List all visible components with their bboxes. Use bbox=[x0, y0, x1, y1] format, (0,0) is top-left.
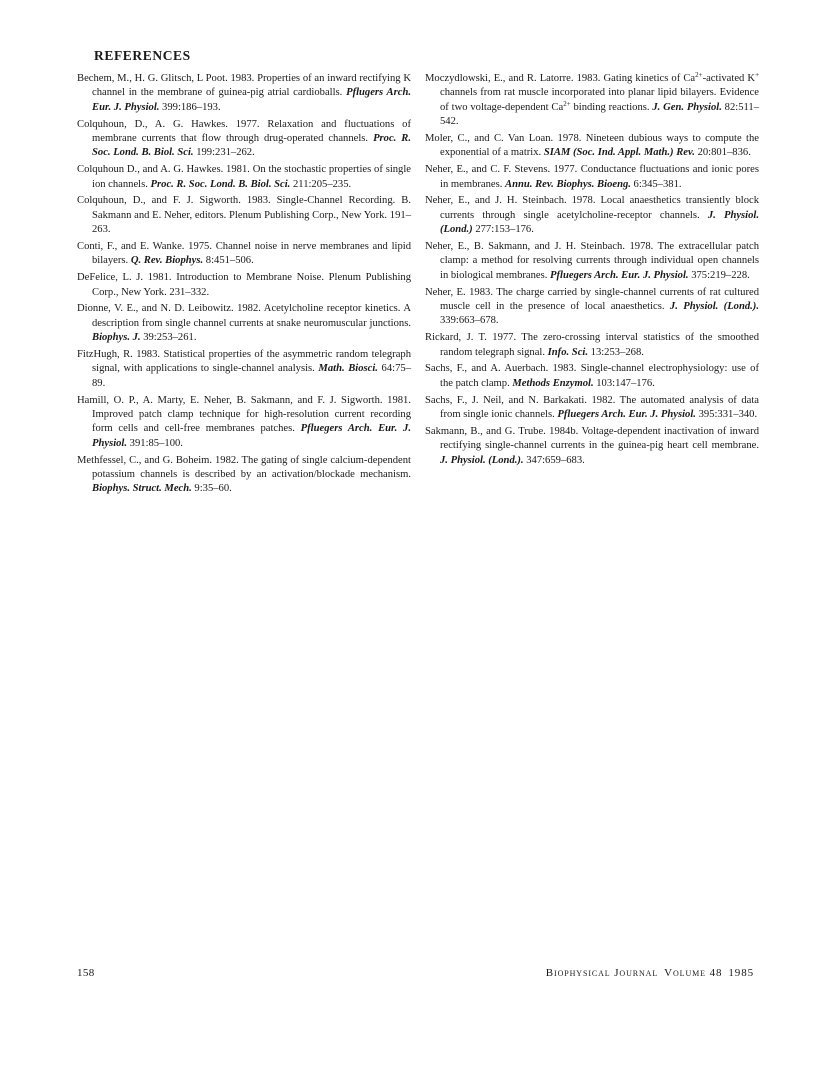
reference-entry: Colquhoun D., and A. G. Hawkes. 1981. On the stochastic properties of single ion channels. Proc. R. Soc. Lond. B. Biol. Sci. 211:205–235. bbox=[77, 164, 411, 190]
reference-entry: Colquhoun, D., A. G. Hawkes. 1977. Relaxation and fluctuations of membrane currents that flow through drug-operated channels. Proc. R. Soc. Lond. B. Biol. Sci. 199:231–262. bbox=[77, 118, 411, 159]
reference-entry: Conti, F., and E. Wanke. 1975. Channel noise in nerve membranes and lipid bilayers. Q. Rev. Biophys. 8:451–506. bbox=[77, 241, 411, 267]
reference-entry: Neher, E., B. Sakmann, and J. H. Steinbach. 1978. The extracellular patch clamp: a method for resolving currents through individual open channels in biological membranes. Pfluegers Arch. Eur. J. Physiol. 375:219–228. bbox=[425, 241, 759, 281]
journal-name: Biophysical Journal bbox=[545, 967, 659, 979]
reference-entry: Dionne, V. E., and N. D. Leibowitz. 1982. Acetylcholine receptor kinetics. A description from single channel currents at snake neuromuscular junctions. Biophys. J. 39:253–261. bbox=[77, 303, 411, 344]
reference-entry: Sakmann, B., and G. Trube. 1984b. Voltage-dependent inactivation of inward rectifying single-channel currents in the guinea-pig heart cell membrane. J. Physiol. (Lond.). 347:659–683. bbox=[425, 425, 759, 466]
reference-entry: Sachs, F., and A. Auerbach. 1983. Single-channel electrophysiology: use of the patch clamp. Methods Enzymol. 103:147–176. bbox=[425, 363, 759, 389]
reference-entry: Moczydlowski, E., and R. Latorre. 1983. Gating kinetics of $Ca^{2+}$-activated K+ channels from rat muscle incorporated into planar lipid bilayers. Evidence of two voltage-dependent $Ca^{2+}$ binding reactions. J. Gen. Physiol. 82:511–542. bbox=[425, 71, 760, 128]
reference-entry: Hamill, O. P., A. Marty, E. Neher, B. Sakmann, and F. J. Sigworth. 1981. Improved patch clamp technique for high-resolution current recording form cells and cell-free membranes patches. Pfluegers Arch. Eur. J. Physiol. 391:85–100. bbox=[77, 394, 411, 449]
references-column-right bbox=[425, 72, 759, 470]
reference-entry: Sachs, F., J. Neil, and N. Barkakati. 1982. The automated analysis of data from single ionic channels. Pfluegers Arch. Eur. J. Physiol. 395:331–340. bbox=[425, 394, 759, 421]
reference-entry: Colquhoun, D., and F. J. Sigworth. 1983. Single-Channel Recording. B. Sakmann and E. Neher, editors. Plenum Publishing Corp., New York. 191–263. bbox=[77, 195, 411, 236]
references-column-left bbox=[77, 72, 411, 499]
references-heading: REFERENCES bbox=[94, 48, 191, 63]
reference-entry: Neher, E., and J. H. Steinbach. 1978. Local anaesthetics transiently block currents through single acetylcholine-receptor channels. J. Physiol. (Lond.) 277:153–176. bbox=[425, 195, 759, 236]
reference-entry: Rickard, J. T. 1977. The zero-crossing interval statistics of the smoothed random telegraph signal. Info. Sci. 13:253–268. bbox=[425, 332, 759, 358]
running-footer bbox=[540, 967, 754, 979]
reference-entry: Methfessel, C., and G. Boheim. 1982. The gating of single calcium-dependent potassium channels is described by an activation/blockade mechanism. Biophys. Struct. Mech. 9:35–60. bbox=[77, 454, 411, 495]
reference-entry: Neher, E. 1983. The charge carried by single-channel currents of rat cultured muscle cell in the presence of local anaesthetics. J. Physiol. (Lond.). 339:663–678. bbox=[425, 286, 759, 327]
reference-entry: Bechem, M., H. G. Glitsch, L Poot. 1983. Properties of an inward rectifying K channel in the membrane of guinea-pig atrial cardioballs. Pflugers Arch. Eur. J. Physiol. 399:186–193. bbox=[77, 73, 411, 113]
journal-volume: Volume 48 bbox=[664, 967, 723, 979]
reference-entry: FitzHugh, R. 1983. Statistical properties of the asymmetric random telegraph signal, with applications to single-channel analysis. Math. Biosci. 64:75–89. bbox=[77, 349, 411, 389]
journal-year: 1985 bbox=[728, 967, 754, 979]
page-number: 158 bbox=[77, 967, 95, 979]
reference-entry: DeFelice, L. J. 1981. Introduction to Membrane Noise. Plenum Publishing Corp., New York. 231–332. bbox=[77, 272, 411, 298]
reference-entry: Neher, E., and C. F. Stevens. 1977. Conductance fluctuations and ionic pores in membranes. Annu. Rev. Biophys. Bioeng. 6:345–381. bbox=[425, 164, 759, 190]
reference-entry: Moler, C., and C. Van Loan. 1978. Nineteen dubious ways to compute the exponential of a matrix. SIAM (Soc. Ind. Appl. Math.) Rev. 20:801–836. bbox=[425, 133, 759, 159]
